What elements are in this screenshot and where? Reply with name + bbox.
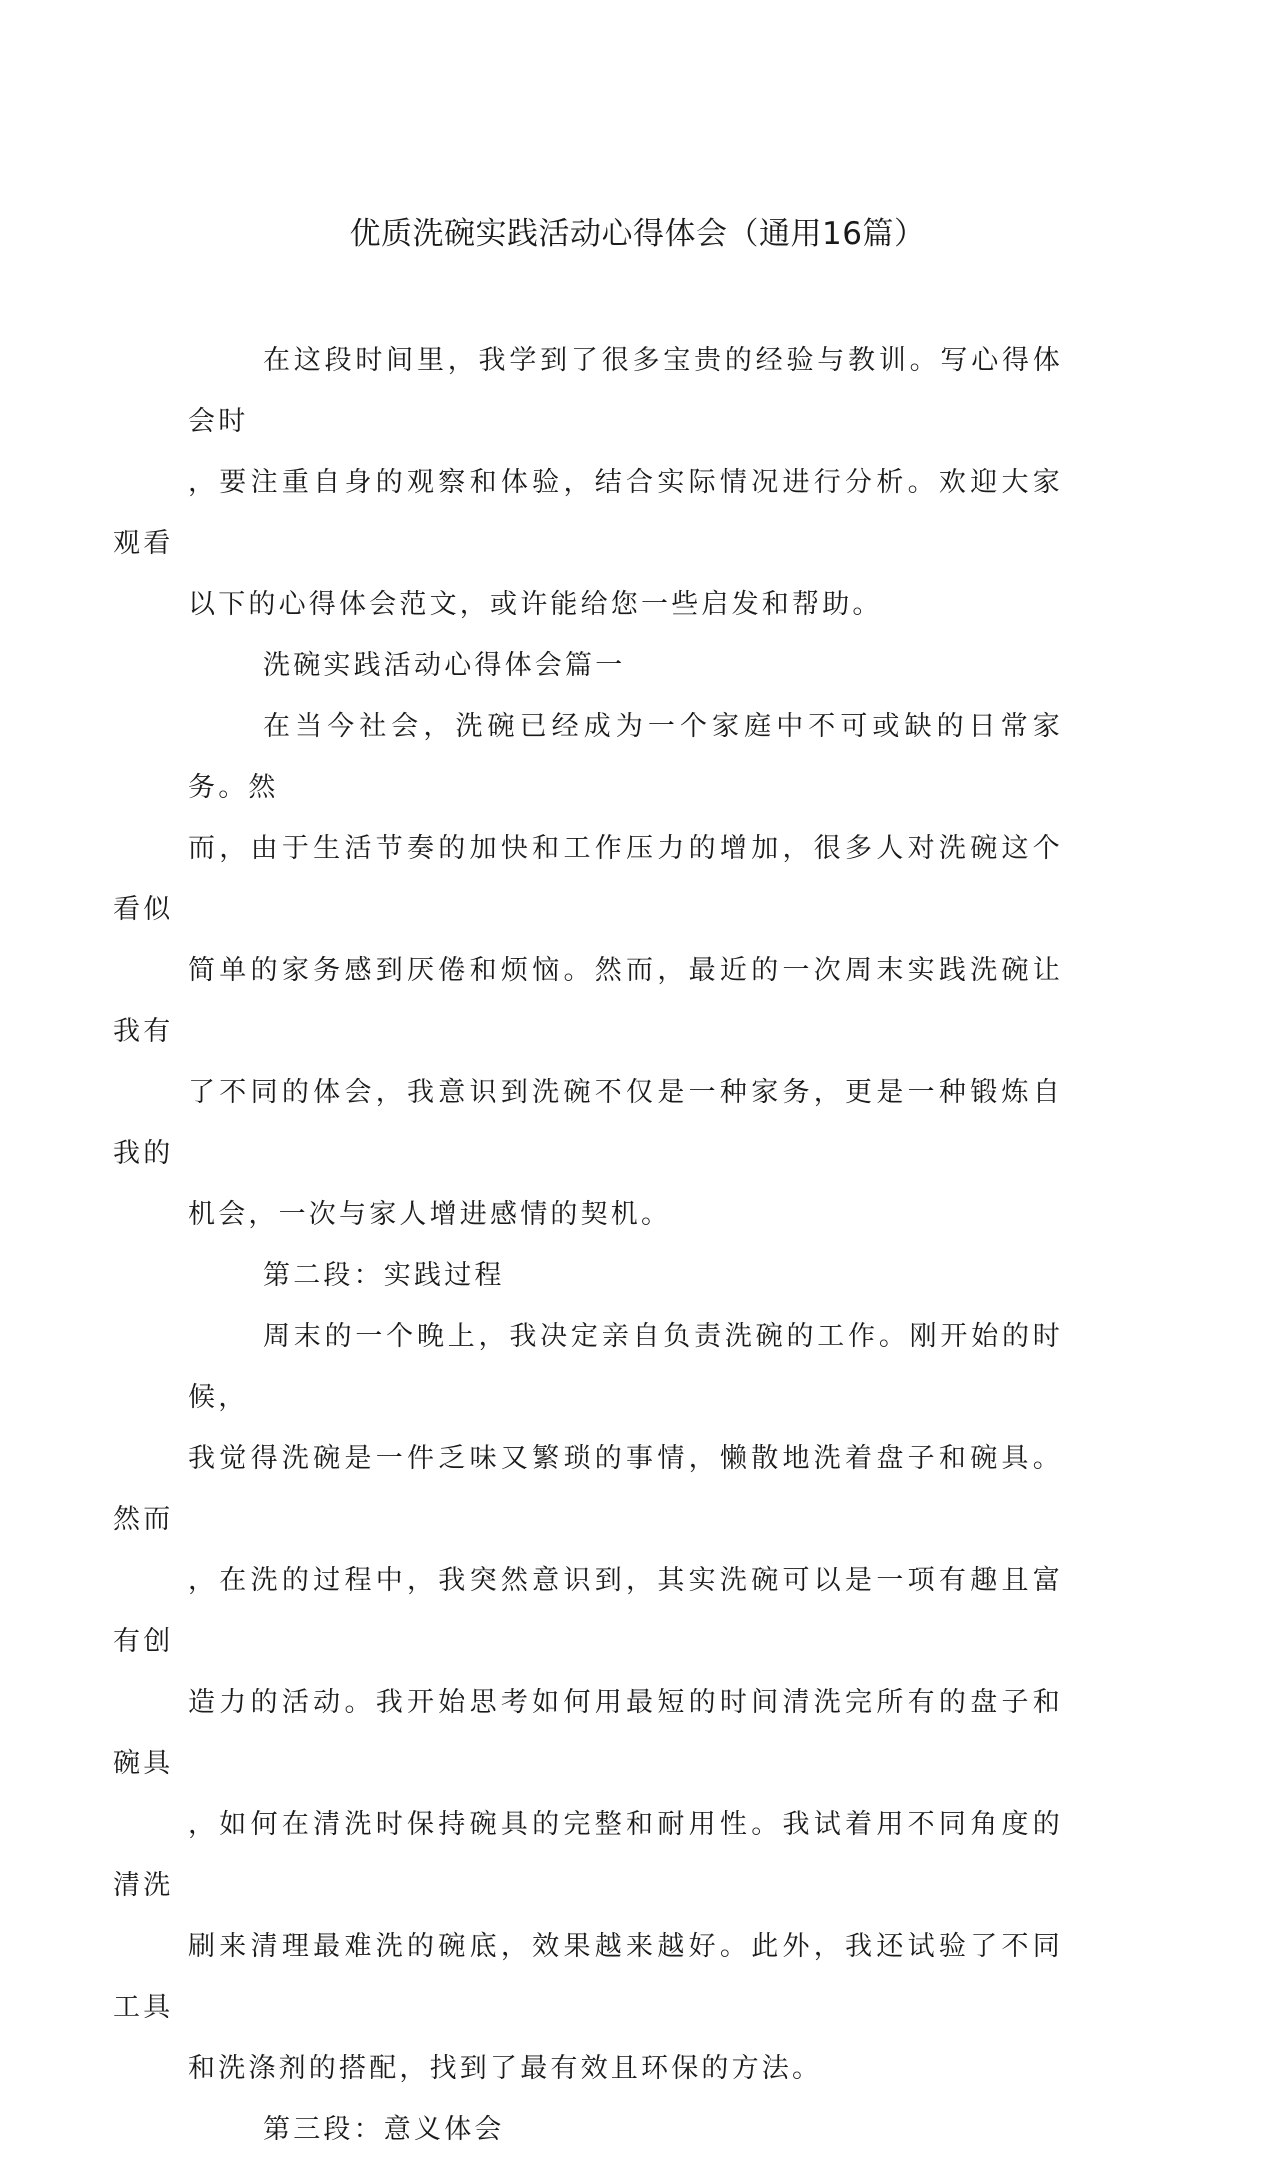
paragraph: [113, 696, 1063, 1245]
paragraph-line: 了不同的体会，我意识到洗碗不仅是一种家务，更是一种锻炼自我的: [113, 1077, 1063, 1169]
document-title: 优质洗碗实践活动心得体会（通用16篇）: [349, 216, 926, 252]
section-heading: 第二段：实践过程: [263, 1260, 505, 1291]
paragraph-line: ，在洗的过程中，我突然意识到，其实洗碗可以是一项有趣且富有创: [113, 1565, 1063, 1657]
paragraph: [113, 330, 1063, 635]
paragraph-line: 和洗涤剂的搭配，找到了最有效且环保的方法。: [188, 2053, 823, 2084]
paragraph-line: 机会，一次与家人增进感情的契机。: [188, 1199, 672, 1230]
paragraph-line: 造力的活动。我开始思考如何用最短的时间清洗完所有的盘子和碗具: [113, 1687, 1063, 1779]
paragraph-line: 周末的一个晚上，我决定亲自负责洗碗的工作。刚开始的时候，: [188, 1321, 1063, 1413]
paragraph-line: ，如何在清洗时保持碗具的完整和耐用性。我试着用不同角度的清洗: [113, 1809, 1063, 1901]
paragraph-line: 刷来清理最难洗的碗底，效果越来越好。此外，我还试验了不同工具: [113, 1931, 1063, 2023]
paragraph-line: 简单的家务感到厌倦和烦恼。然而，最近的一次周末实践洗碗让我有: [113, 955, 1063, 1047]
paragraph-line: ，要注重自身的观察和体验，结合实际情况进行分析。欢迎大家观看: [113, 467, 1063, 559]
section-heading: 洗碗实践活动心得体会篇一: [263, 650, 626, 681]
document-body: [113, 330, 1063, 2160]
section-heading: 第三段：意义体会: [263, 2114, 505, 2145]
paragraph-line: 我觉得洗碗是一件乏味又繁琐的事情，懒散地洗着盘子和碗具。然而: [113, 1443, 1063, 1535]
paragraph: [113, 1306, 1063, 2099]
paragraph-line: 而，由于生活节奏的加快和工作压力的增加，很多人对洗碗这个看似: [113, 833, 1063, 925]
paragraph-line: 在当今社会，洗碗已经成为一个家庭中不可或缺的日常家务。然: [188, 711, 1063, 803]
paragraph-line: 在这段时间里，我学到了很多宝贵的经验与教训。写心得体会时: [188, 345, 1063, 437]
paragraph-line: 以下的心得体会范文，或许能给您一些启发和帮助。: [188, 589, 883, 620]
